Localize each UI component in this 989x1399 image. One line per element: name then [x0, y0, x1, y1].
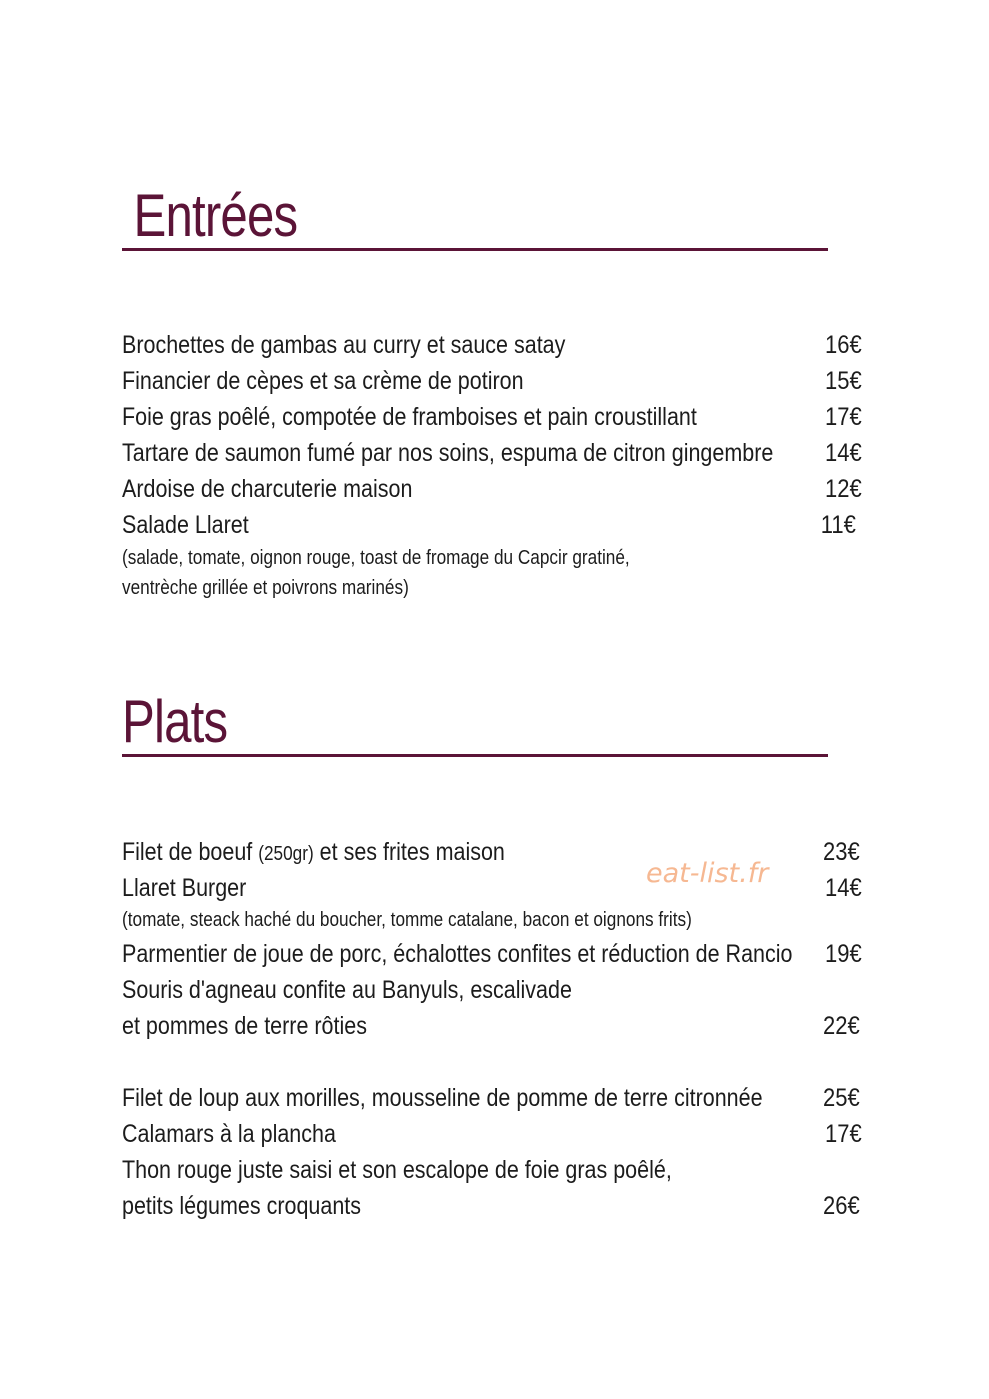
entree-item-price: 14€: [825, 439, 862, 467]
salade-description-line: (salade, tomate, oignon rouge, toast de fromage du Capcir gratiné,: [122, 547, 630, 569]
weight-label: (250gr): [258, 843, 314, 865]
plat-item-name: Souris d'agneau confite au Banyuls, escalivade: [122, 976, 572, 1004]
plat-item-price: 23€: [823, 838, 860, 866]
entree-item-name: Foie gras poêlé, compotée de framboises et pain croustillant: [122, 403, 697, 431]
plat-item-price: 25€: [823, 1084, 860, 1112]
entrees-section-title: Entrées: [122, 186, 828, 251]
entree-item-price: 16€: [825, 331, 862, 359]
plat-item-name: Thon rouge juste saisi et son escalope de foie gras poêlé,: [122, 1156, 672, 1184]
plat-item-name: Llaret Burger: [122, 874, 247, 902]
entree-item-price: 15€: [825, 367, 862, 395]
plat-item-name: Filet de boeuf (250gr) et ses frites maison: [122, 838, 505, 866]
entree-item-name: Ardoise de charcuterie maison: [122, 475, 413, 503]
entree-item-price: 17€: [825, 403, 862, 431]
entree-item-name: Salade Llaret: [122, 511, 249, 539]
plat-item-name: Calamars à la plancha: [122, 1120, 336, 1148]
plat-item-name-continued: et pommes de terre rôties: [122, 1012, 367, 1040]
plat-item-price: 26€: [823, 1192, 860, 1220]
burger-description: (tomate, steack haché du boucher, tomme catalane, bacon et oignons frits): [122, 909, 692, 931]
entree-item-price: 12€: [825, 475, 862, 503]
entree-item-name: Tartare de saumon fumé par nos soins, espuma de citron gingembre: [122, 439, 774, 467]
entree-item-name: Financier de cèpes et sa crème de potiron: [122, 367, 524, 395]
salade-description-line: ventrèche grillée et poivrons marinés): [122, 577, 409, 599]
plat-item-name-continued: petits légumes croquants: [122, 1192, 362, 1220]
plat-item-name: Filet de loup aux morilles, mousseline de pomme de terre citronnée: [122, 1084, 763, 1112]
plat-item-name: Parmentier de joue de porc, échalottes confites et réduction de Rancio: [122, 940, 793, 968]
watermark-text: eat-list.fr: [646, 858, 769, 889]
plat-item-price: 17€: [825, 1120, 862, 1148]
entree-item-price: 11€: [820, 511, 856, 539]
plat-item-price: 19€: [825, 940, 862, 968]
plat-item-price: 14€: [825, 874, 862, 902]
plats-section-title: Plats: [122, 692, 828, 757]
entree-item-name: Brochettes de gambas au curry et sauce satay: [122, 331, 566, 359]
plat-item-price: 22€: [823, 1012, 860, 1040]
